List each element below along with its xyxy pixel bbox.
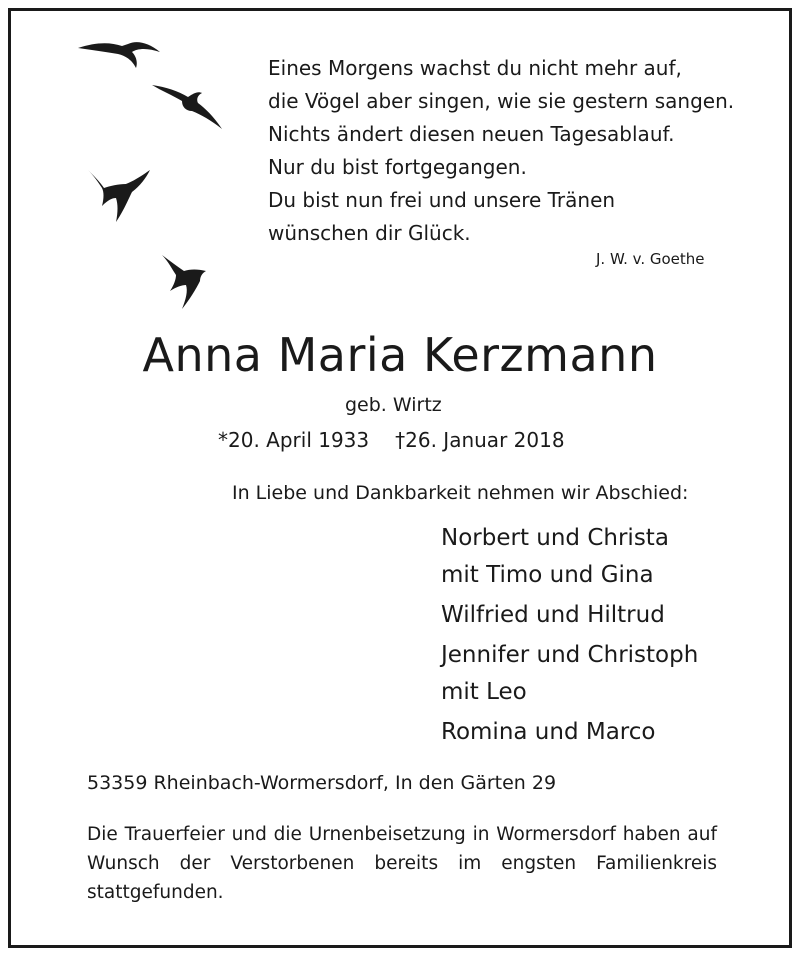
deceased-name: Anna Maria Kerzmann: [142, 328, 658, 382]
mourner-entry: mit Leo: [441, 679, 527, 705]
poem: [268, 52, 768, 250]
swallow-icon: [162, 255, 206, 309]
address: 53359 Rheinbach-Wormersdorf, In den Gärten 29: [87, 772, 557, 794]
life-dates: [218, 428, 565, 452]
mourners-list: [441, 520, 698, 751]
swallow-icon: [88, 170, 150, 222]
mourner-entry: Wilfried und Hiltrud: [441, 602, 665, 628]
mourner-entry: Romina und Marco: [441, 719, 656, 745]
poem-line: Du bist nun frei und unsere Tränen: [268, 188, 616, 212]
farewell-line: In Liebe und Dankbarkeit nehmen wir Abschied:: [232, 482, 689, 504]
mourner-entry: Jennifer und Christoph: [441, 642, 699, 668]
swallow-icon: [78, 42, 160, 68]
poem-line: Nichts ändert diesen neuen Tagesablauf.: [268, 122, 675, 146]
birds-illustration: [70, 30, 250, 320]
mourner-entry: Norbert und Christa: [441, 525, 669, 551]
swallow-icon: [152, 85, 222, 129]
poem-line: wünschen dir Glück.: [268, 221, 471, 245]
poem-line: Nur du bist fortgegangen.: [268, 155, 527, 179]
birth-date: *20. April 1933: [218, 428, 370, 452]
poem-line: die Vögel aber singen, wie sie gestern sangen.: [268, 89, 735, 113]
funeral-notice: Die Trauerfeier und die Urnenbeisetzung in Wormersdorf haben auf Wunsch der Verstorbenen bereits im engsten Familienkreis stattgefunden.: [87, 824, 717, 903]
death-date: †26. Januar 2018: [395, 428, 565, 452]
mourner-entry: mit Timo und Gina: [441, 562, 654, 588]
poem-line: Eines Morgens wachst du nicht mehr auf,: [268, 56, 682, 80]
poem-author: J. W. v. Goethe: [596, 250, 705, 268]
birth-name: geb. Wirtz: [345, 394, 442, 416]
